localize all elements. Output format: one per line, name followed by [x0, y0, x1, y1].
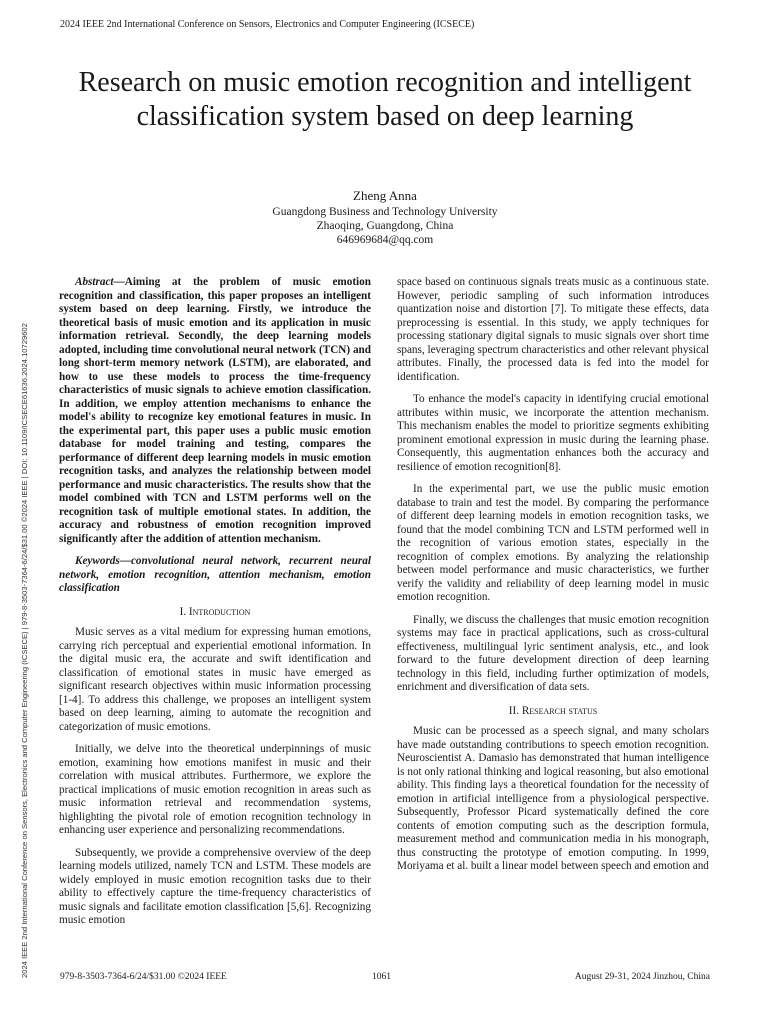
- author-location: Zhaoqing, Guangdong, China: [316, 220, 454, 232]
- footer-isbn: 979-8-3503-7364-6/24/$31.00 ©2024 IEEE: [60, 972, 227, 982]
- section-number: I.: [179, 605, 187, 618]
- paragraph: space based on continuous signals treats music as a continuous state. However, periodic sampling of such information introduces quantization noise and distortion [7]. To mitigate these effects, data preprocessing is essential. In this study, we apply techniques for processing stationary digital signals to music signals over short time spans, leveraging spectrum characteristics and other relevant physical attributes. Finally, the processed data is fed into the model for identification.: [397, 276, 709, 383]
- abstract: [59, 276, 371, 546]
- paragraph: Subsequently, we provide a comprehensive overview of the deep learning models utilized, namely TCN and LSTM. These models are widely employed in music emotion recognition tasks due to their ability to effectively capture the time-frequency characteristics of music signals and facilitate emotion classification [5,6]. Recognizing music emotion: [59, 846, 371, 926]
- author-affiliation: Guangdong Business and Technology University: [272, 206, 498, 218]
- section-number: II.: [508, 704, 520, 717]
- author-name: Zheng Anna: [353, 188, 417, 203]
- paper-title: Research on music emotion recognition and intelligent classification system based on deep learning: [78, 67, 692, 132]
- paragraph: Music serves as a vital medium for expressing human emotions, carrying rich perceptual and experiential emotional information. In the digital music era, the accurate and swift identification and classification of emotional states in music have emerged as significant research objectives within music information processing [1-4]. To address this challenge, we proposes an intelligent system based on deep learning, aiming to automate the recognition and categorization of music emotions.: [59, 626, 371, 733]
- page-number: 1061: [372, 972, 391, 982]
- author-email[interactable]: 646969684@qq.com: [336, 234, 434, 246]
- keywords-label: Keywords—: [75, 555, 131, 567]
- abstract-label: Abstract—: [75, 276, 125, 288]
- section-heading-research-status: [397, 705, 709, 719]
- keywords: [59, 555, 371, 596]
- section-title: Introduction: [188, 605, 251, 618]
- left-column: [59, 276, 371, 937]
- paragraph: In the experimental part, we use the public music emotion database to train and test the model. By comparing the performance of different deep learning models in emotion recognition tasks, we found that the model combining TCN and LSTM performed well in the recognition of various emotion states, especially in the recognition of complex emotions. By analyzing the relationship between model performance and music characteristics, we further verify the validity and reliability of deep learning model in music emotion recognition.: [397, 483, 709, 603]
- paragraph: Finally, we discuss the challenges that music emotion recognition systems may face in practical applications, such as cross-cultural effectiveness, multilingual lyric sentiment analysis, etc., and look forward to the future development direction of deep learning technology in this field, including further optimization of models, enrichment and diversification of data sets.: [397, 613, 709, 693]
- author-block: [60, 187, 710, 247]
- section-title: Research status: [521, 704, 598, 717]
- conference-header: 2024 IEEE 2nd International Conference on Sensors, Electronics and Computer Engineering (ICSECE): [60, 19, 475, 30]
- section-heading-introduction: [59, 606, 371, 620]
- paragraph: Music can be processed as a speech signal, and many scholars have made outstanding contributions to speech emotion recognition. Neuroscientist A. Damasio has demonstrated that human intelligence is not only rational thinking and logical reasoning, but also emotional ability. This finding lays a theoretical foundation for the necessity of emotion in artificial intelligence from a physiological perspective. Subsequently, Professor Picard systematically defined the core contents of emotion computing such as the description formula, measurement method and communication media in his monograph, thus constructing the prototype of emotion computing. In 1999, Moriyama et al. built a linear model between speech and emotion and: [397, 725, 709, 872]
- paragraph: To enhance the model's capacity in identifying crucial emotional attributes within music, we incorporate the attention mechanism. This mechanism enables the model to prioritize segments exhibiting prominent emotional expression in music during the learning phase. Consequently, this augmentation enhances both the accuracy and resilience of emotion recognition[8].: [397, 393, 709, 473]
- doi-side-strip: 2024 IEEE 2nd International Conference on Sensors, Electronics and Computer Engineering (ICSECE) | 979-8-3503-7364-6/24/$31.00 ©2024 IEEE | DOI: 10.1109/ICSECE61636.2024.10729602: [20, 323, 29, 978]
- abstract-text: Aiming at the problem of music emotion recognition and classification, this paper proposes an intelligent system based on deep learning. Firstly, we introduce the theoretical basis of music emotion and its application in music information retrieval. Secondly, the deep learning models adopted, including time convolutional neural network (TCN) and long short-term memory network (LSTM), are elaborated, and how to use these models to process the time-frequency characteristics of music signals to achieve emotion classification. In addition, we employ attention mechanisms to enhance the model's ability to recognize key emotional features in music. In the experimental part, this paper uses a public music emotion database for model training and testing, compares the performance of different deep learning models in music emotion recognition tasks, and analyzes the relationship between model performance and music characteristics. The results show that the model combined with TCN and LSTM performs well on the recognition task of multiple emotional states. In addition, the accuracy and robustness of emotion recognition improved significantly after the addition of attention mechanism.: [59, 276, 371, 545]
- right-column: [397, 276, 709, 883]
- paragraph: Initially, we delve into the theoretical underpinnings of music emotion, examining how emotions manifest in music and their correlation with musical attributes. Furthermore, we explore the practical implications of music emotion recognition in areas such as music information retrieval and recommendation systems, highlighting the pivotal role of emotion recognition technology in enhancing user experience and personalizing recommendations.: [59, 743, 371, 836]
- footer-date-location: August 29-31, 2024 Jinzhou, China: [574, 972, 710, 982]
- keywords-text: convolutional neural network, recurrent neural network, emotion recognition, attention mechanism, emotion classification: [59, 555, 371, 594]
